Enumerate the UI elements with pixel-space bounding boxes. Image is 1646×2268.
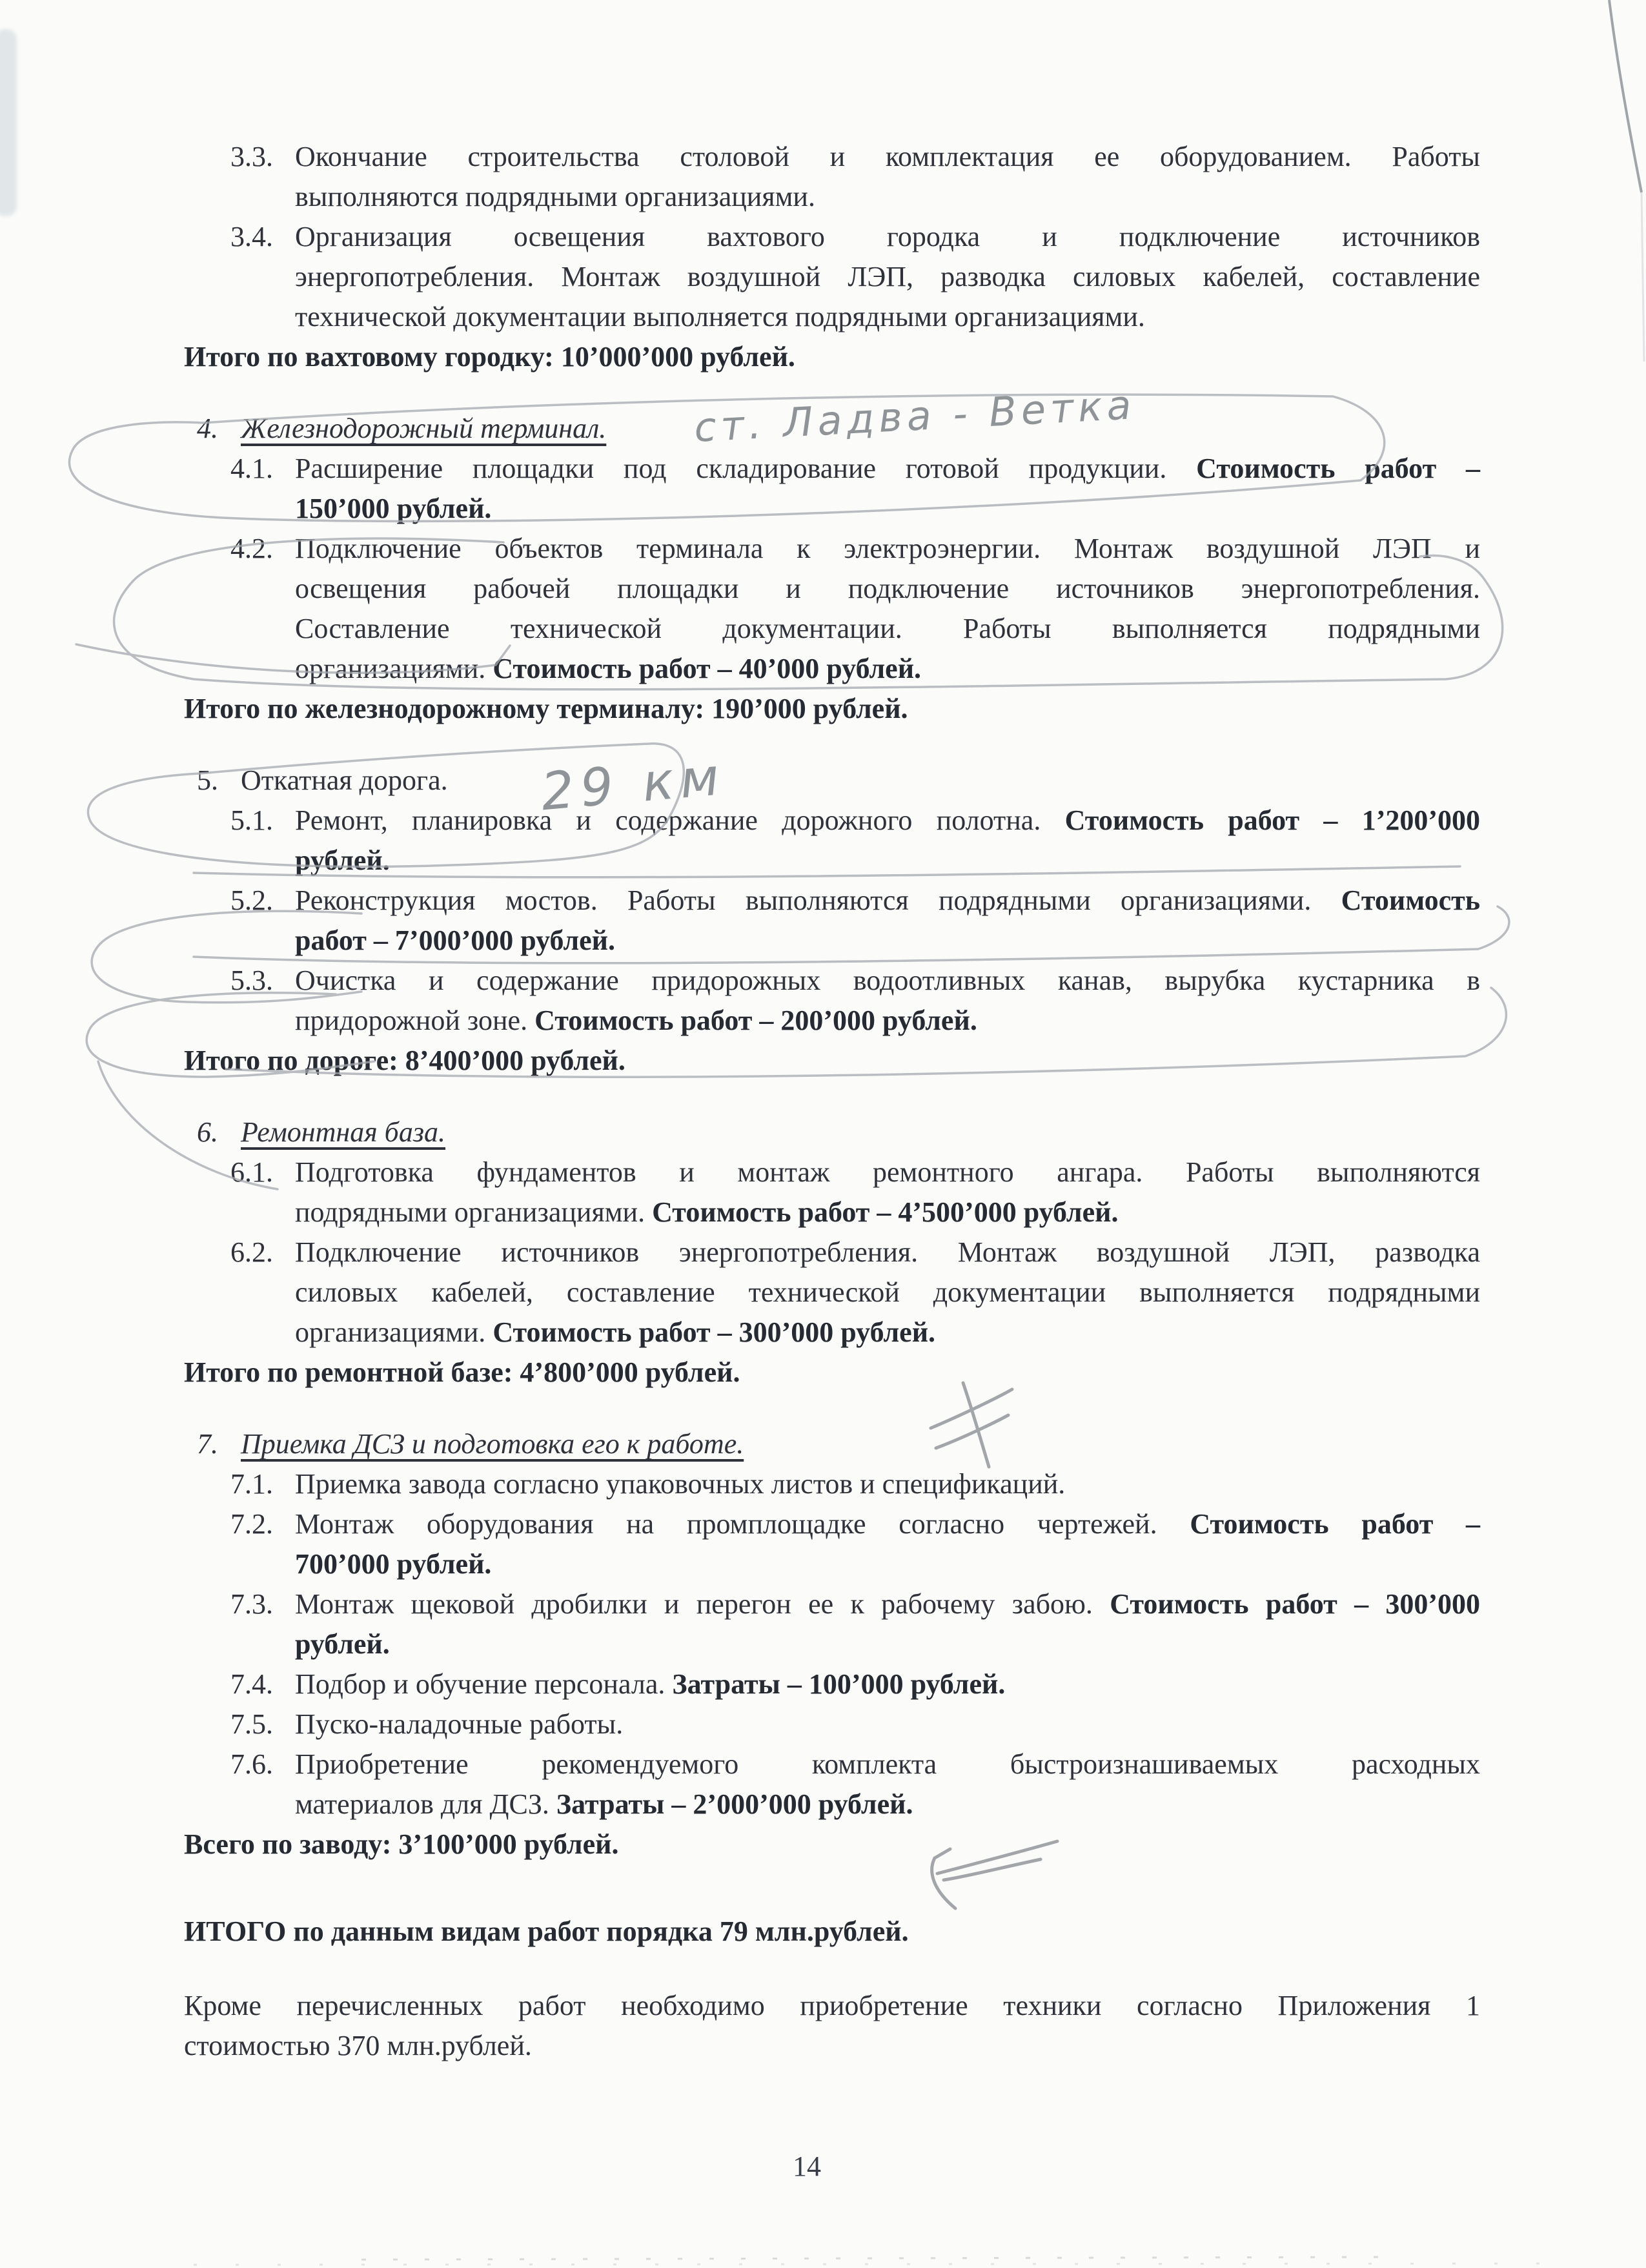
text-line: [295, 569, 1480, 609]
section-number: 7.: [197, 1428, 218, 1460]
item-number: 7.5.: [230, 1708, 273, 1740]
bold-cost-text: 700’000 рублей.: [295, 1548, 492, 1580]
text-run: Реконструкция мостов. Работы выполняются подрядными организациями.: [295, 884, 1312, 916]
scan-bottom-noise: [361, 2257, 1388, 2260]
handwritten-station-annotation: ст. Ладва - Ветка: [693, 381, 1137, 451]
text-line: [230, 1664, 1480, 1704]
text-run: Ремонт, планировка и содержание дорожного полотна.: [295, 804, 1041, 836]
item-7-1: [184, 1464, 1480, 1504]
text-line: [295, 1272, 1480, 1313]
heading-haul-road: [184, 761, 1480, 801]
text-line: [230, 961, 1480, 1001]
text-run: силовых кабелей, составление технической документации выполняется подрядными: [295, 1276, 1480, 1308]
item-6-2: [184, 1232, 1480, 1353]
item-number: 3.4.: [230, 221, 273, 252]
text-run: организациями.: [295, 1316, 486, 1348]
text-run: Приемка завода согласно упаковочных листов и спецификаций.: [295, 1468, 1066, 1500]
item-6-1: [184, 1152, 1480, 1232]
text-line: [295, 1544, 1480, 1584]
text-run: Монтаж щековой дробилки и перегон ее к рабочему забою.: [295, 1588, 1093, 1620]
item-4-1: [184, 449, 1480, 529]
item-7-6: [184, 1744, 1480, 1824]
item-5-3: [184, 961, 1480, 1041]
text-line: [230, 529, 1480, 569]
item-number: 4.2.: [230, 533, 273, 564]
text-run: энергопотребления. Монтаж воздушной ЛЭП, разводка силовых кабелей, составление: [295, 261, 1480, 292]
bold-cost-text: Стоимость работ – 300’000: [1110, 1588, 1481, 1620]
item-number: 7.6.: [230, 1748, 273, 1780]
text-line: [184, 689, 1480, 729]
item-7-3: [184, 1584, 1480, 1664]
text-run: материалов для ДСЗ.: [295, 1788, 549, 1820]
section-title: Откатная дорога.: [241, 764, 448, 796]
scan-fold-line: [1609, 0, 1641, 192]
scan-fold-line-faint: [1641, 192, 1644, 362]
text-line: [184, 1824, 1480, 1864]
text-line: [230, 881, 1481, 921]
scan-edge-smudge: [0, 29, 17, 216]
bold-cost-text: рублей.: [295, 844, 390, 876]
text-line: [230, 1464, 1480, 1504]
text-run: подрядными организациями.: [295, 1196, 645, 1228]
handwritten-distance-annotation: 29 км: [538, 746, 728, 822]
text-run: Организация освещения вахтового городка и подключение источников: [295, 221, 1480, 252]
text-run: Подключение объектов терминала к электроэнергии. Монтаж воздушной ЛЭП и: [295, 533, 1480, 564]
section-number: 5.: [197, 764, 218, 796]
text-line: [230, 217, 1480, 257]
text-line: [295, 1192, 1480, 1232]
item-3-4: [184, 217, 1480, 337]
text-line: [230, 1504, 1481, 1544]
heading-dsz-acceptance: [184, 1424, 1480, 1464]
text-line: [184, 1353, 1480, 1393]
section-title: Ремонтная база.: [241, 1116, 445, 1148]
total-camp: [184, 337, 1480, 377]
bold-cost-text: Стоимость: [1341, 884, 1481, 916]
text-run: Приобретение рекомендуемого комплекта быстроизнашиваемых расходных: [295, 1748, 1480, 1780]
bold-cost-text: Стоимость работ – 40’000 рублей.: [493, 653, 922, 684]
page-number: 14: [793, 2151, 821, 2182]
item-number: 4.1.: [230, 453, 273, 484]
text-run: Итого по ремонтной базе: 4’800’000 рублей.: [184, 1356, 740, 1388]
heading-repair-base: [184, 1112, 1480, 1152]
text-line: [295, 1784, 1480, 1824]
item-5-2: [184, 881, 1480, 961]
text-line: [295, 489, 1480, 529]
text-run: организациями.: [295, 653, 486, 684]
text-line: [230, 1232, 1480, 1272]
bold-cost-text: Стоимость работ – 1’200’000: [1064, 804, 1480, 836]
text-run: ИТОГО по данным видам работ порядка 79 млн.рублей.: [184, 1916, 909, 1947]
text-line: [230, 137, 1480, 177]
bold-cost-text: Стоимость работ – 4’500’000 рублей.: [652, 1196, 1119, 1228]
section-title: Приемка ДСЗ и подготовка его к работе.: [241, 1428, 744, 1460]
total-railway-terminal: [184, 689, 1480, 729]
text-line: [295, 921, 1480, 961]
bold-cost-text: 150’000 рублей.: [295, 493, 492, 524]
grand-total: [184, 1912, 1480, 1952]
text-line: [230, 1152, 1480, 1192]
item-4-2: [184, 529, 1480, 689]
text-line: [295, 1624, 1480, 1664]
section-number: 6.: [197, 1116, 218, 1148]
item-7-4: [184, 1664, 1480, 1704]
item-3-3: [184, 137, 1480, 217]
item-number: 6.2.: [230, 1236, 273, 1268]
text-run: Расширение площадки под складирование готовой продукции.: [295, 453, 1167, 484]
text-line: [295, 609, 1480, 649]
bold-cost-text: Затраты – 100’000 рублей.: [672, 1668, 1006, 1700]
total-repair-base: [184, 1353, 1480, 1393]
item-number: 7.2.: [230, 1508, 273, 1540]
text-line: [184, 1041, 1480, 1081]
text-run: Подбор и обучение персонала.: [295, 1668, 666, 1700]
section-number: 4.: [197, 413, 218, 444]
text-run: Очистка и содержание придорожных водоотливных канав, вырубка кустарника в: [295, 965, 1480, 996]
text-line: [184, 337, 1480, 377]
item-number: 5.2.: [230, 884, 273, 916]
closing-paragraph: [184, 1986, 1480, 2066]
text-run: технической документации выполняется подрядными организациями.: [295, 301, 1145, 332]
item-number: 7.1.: [230, 1468, 273, 1500]
bold-cost-text: Стоимость работ –: [1190, 1508, 1481, 1540]
text-line: [230, 1744, 1480, 1784]
text-run: Итого по дороге: 8’400’000 рублей.: [184, 1045, 625, 1076]
item-7-2: [184, 1504, 1480, 1584]
bold-cost-text: Стоимость работ –: [1196, 453, 1480, 484]
text-run: Подключение источников энергопотребления. Монтаж воздушной ЛЭП, разводка: [295, 1236, 1480, 1268]
bold-cost-text: работ – 7’000’000 рублей.: [295, 925, 616, 956]
text-line: [295, 297, 1480, 337]
item-number: 3.3.: [230, 141, 273, 172]
text-line: [295, 649, 1480, 689]
item-number: 5.3.: [230, 965, 273, 996]
text-line: [295, 1313, 1480, 1353]
bold-cost-text: Стоимость работ – 200’000 рублей.: [534, 1005, 977, 1036]
text-line: [295, 257, 1480, 297]
total-plant: [184, 1824, 1480, 1864]
text-line: [230, 1584, 1481, 1624]
text-run: Итого по вахтовому городку: 10’000’000 рублей.: [184, 341, 795, 373]
text-line: [295, 177, 1480, 217]
bold-cost-text: рублей.: [295, 1628, 390, 1660]
total-road: [184, 1041, 1480, 1081]
bold-cost-text: Затраты – 2’000’000 рублей.: [556, 1788, 913, 1820]
text-run: Составление технической документации. Работы выполняется подрядными: [295, 613, 1480, 644]
bold-cost-text: Стоимость работ – 300’000 рублей.: [493, 1316, 936, 1348]
text-line: [184, 2026, 1480, 2066]
text-run: освещения рабочей площадки и подключение источников энергопотребления.: [295, 573, 1480, 604]
item-number: 6.1.: [230, 1156, 273, 1188]
text-line: [295, 1001, 1480, 1041]
text-run: Кроме перечисленных работ необходимо приобретение техники согласно Приложения 1: [184, 1990, 1480, 2021]
text-line: [295, 841, 1480, 881]
text-line: [230, 449, 1480, 489]
text-run: Пуско-наладочные работы.: [295, 1708, 624, 1740]
item-5-1: [184, 801, 1480, 881]
text-line: [230, 1704, 1480, 1744]
item-7-5: [184, 1704, 1480, 1744]
section-title: Железнодорожный терминал.: [241, 413, 607, 444]
item-number: 7.4.: [230, 1668, 273, 1700]
item-number: 7.3.: [230, 1588, 273, 1620]
text-run: Окончание строительства столовой и комплектация ее оборудованием. Работы: [295, 141, 1480, 172]
text-run: выполняются подрядными организациями.: [295, 181, 815, 212]
text-run: Всего по заводу: 3’100’000 рублей.: [184, 1828, 619, 1860]
text-run: Итого по железнодорожному терминалу: 190’000 рублей.: [184, 693, 908, 724]
text-line: [184, 1912, 1480, 1952]
item-number: 5.1.: [230, 804, 273, 836]
text-run: стоимостью 370 млн.рублей.: [184, 2030, 532, 2061]
text-run: Подготовка фундаментов и монтаж ремонтного ангара. Работы выполняются: [295, 1156, 1480, 1188]
text-line: [184, 1986, 1480, 2026]
text-run: Монтаж оборудования на промплощадке согласно чертежей.: [295, 1508, 1157, 1540]
scan-bottom-noise: [194, 2263, 1549, 2265]
text-run: придорожной зоне.: [295, 1005, 528, 1036]
text-line: [230, 801, 1480, 841]
